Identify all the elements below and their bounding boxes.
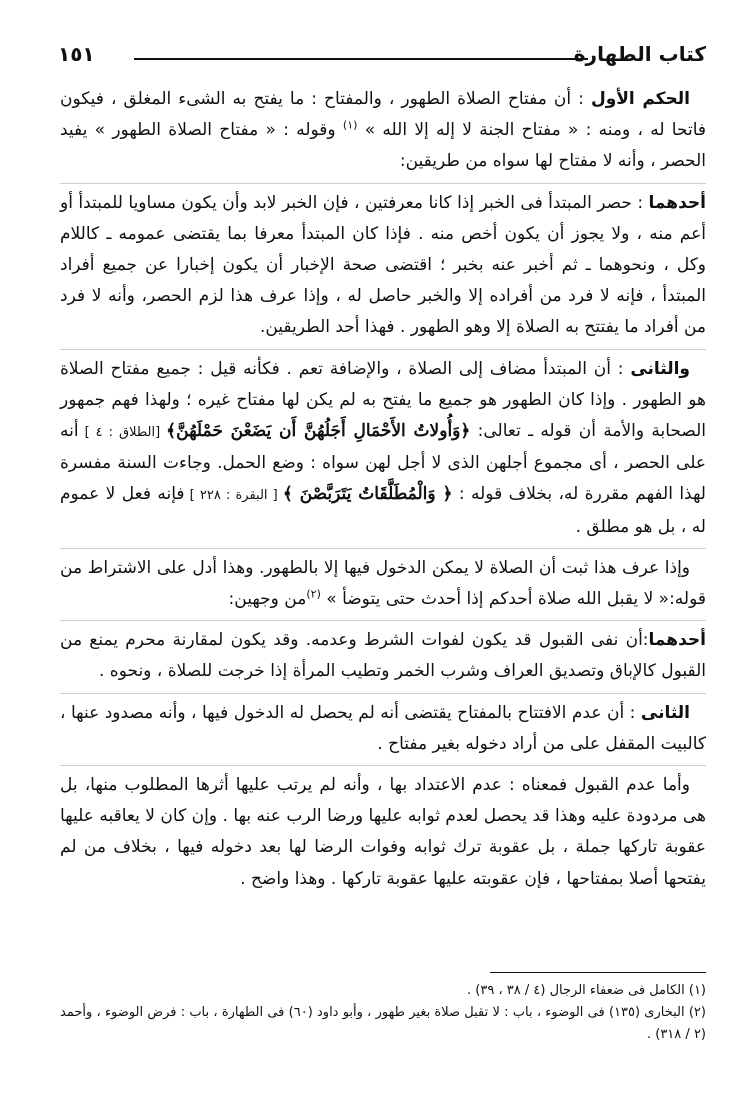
paragraph-lead: أحدهما: [648, 192, 706, 213]
paragraph-lead: الثانى: [640, 702, 690, 723]
quran-verse-talaq: ﴿وَأُولاتُ الأَحْمَالِ أَجَلُهُنَّ أَن يَضَعْنَ حَمْلَهُنَّ﴾: [166, 421, 471, 442]
paragraph-text: من وجهين:: [228, 589, 307, 610]
footnote-ref-1[interactable]: (١): [342, 118, 358, 132]
footnote-rule: [490, 972, 706, 973]
paragraph-text: وأما عدم القبول فمعناه : عدم الاعتداد بها ، وأنه لم يرتب عليها أثرها المطلوب منها، بل هى مردودة عليه وهذا قد يحصل لعدم ثوابه عليها ورضا الرب عنه بها . وإن كان لا يعاقبه عليها عقوبة تاركها جملة ، بل عقوبة ترك ثوابه وفوات الرضا لها بعد دخوله فيها ، بخلاف من لم يفتحها أصلا بمفتاحها ، فإن عقوبته عليها عقوبة تاركها . وهذا واضح .: [60, 775, 706, 889]
footnote-2: (٢) البخارى (١٣٥) فى الوضوء ، باب : لا تقبل صلاة بغير طهور ، وأبو داود (٦٠) فى الطهارة ، باب : فرض الوضوء ، وأحمد (٢ / ٣١٨) .: [60, 1005, 706, 1042]
page-number: ١٥١: [58, 42, 95, 66]
paragraph-divider: [60, 693, 706, 694]
paragraph-text: : أن عدم الافتتاح بالمفتاح يقتضى أنه لم يحصل له الدخول فيها ، وأنه مصدود عنها ، كالبيت المقفل على من أراد دخوله بغير مفتاح .: [60, 702, 706, 754]
running-header: [58, 40, 706, 70]
paragraph-text: : أن مفتاح الصلاة الطهور ، والمفتاح : ما يفتح به الشىء المغلق ، فيكون فاتحا له ، ومنه : « مفتاح الجنة لا إله إلا الله »: [60, 89, 706, 141]
main-text: [60, 84, 706, 895]
paragraph-non-acceptance: [60, 770, 706, 895]
paragraph-text: : أن المبتدأ مضاف إلى الصلاة ، والإضافة تعم . فكأنه قيل : جميع مفتاح الصلاة هو الطهور . وإذا كان الطهور هو جميع ما يفتح به لم يكن لها مفتاح غيره ؛ ولهذا فهم جمهور الصحابة والأمة أن قوله ـ تعالى:: [60, 358, 707, 442]
paragraph-divider: [60, 548, 706, 549]
verse-citation: [الطلاق : ٤ ]: [78, 425, 167, 441]
paragraph-first-aspect: [60, 625, 706, 687]
paragraph-divider: [60, 349, 706, 350]
paragraph-second-aspect: [60, 698, 706, 760]
paragraph-lead: الحكم الأول: [590, 89, 690, 109]
quran-verse-baqara: ﴿ وَالْمُطَلَّقَاتُ يَتَرَبَّصْنَ ﴾: [282, 484, 453, 505]
paragraph-text: فإنه فعل لا عموم له ، بل هو مطلق .: [60, 484, 706, 537]
header-rule: [134, 58, 588, 60]
paragraph-divider: [60, 620, 706, 621]
paragraph-text: وقوله : « مفتاح الصلاة الطهور » يفيد الحصر ، وأنه لا مفتاح لها سواه من طريقين:: [60, 120, 706, 172]
paragraph-first-way: [60, 188, 706, 344]
paragraph-text: :أن نفى القبول قد يكون لفوات الشرط وعدمه. وقد يكون لمقارنة محرم يمنع من القبول كالإباق وتصديق العراف وشرب الخمر وتطيب المرأة إذا خرجت للصلاة ، ونحوه .: [60, 630, 706, 682]
paragraph-lead: أحدهما: [648, 630, 706, 651]
paragraph-conclusion: [60, 553, 706, 615]
verse-citation: [ البقرة : ٢٢٨ ]: [184, 488, 283, 504]
paragraph-text: : حصر المبتدأ فى الخبر إذا كانا معرفتين ، فإن الخبر لابد وأن يكون مساويا للمبتدأ أو أعم منه ، ولا يجوز أن يكون أخص منه . فإذا كان المبتدأ معرفا بما يقتضى عمومه ـ كاللام وكل ، ونحوهما ـ ثم أخبر عنه بخبر ؛ اقتضى صحة الإخبار أن يكون إخبارا عن جميع أفراد المبتدأ ، فإنه لا فرد من أفراده إلا والخبر حاصل له ، وإذا عرف هذا لزم الحصر، وأنه لا فرد من أفراد ما يفتتح به الصلاة إلا وهو الطهور . فهذا أحد الطريقين.: [60, 192, 706, 338]
chapter-title: كتاب الطهارة: [573, 42, 706, 66]
footnote-ref-2[interactable]: (٢): [306, 587, 321, 601]
footnote-1: (١) الكامل فى ضعفاء الرجال (٤ / ٣٨ ، ٣٩) .: [467, 983, 706, 998]
paragraph-first-ruling: [60, 84, 706, 178]
paragraph-text: أنه على الحصر ، أى مجموع أجلهن الذى لا أجل لهن سواه : وضع الحمل. وجاءت السنة مفسرة لهذا الفهم مقررة له، بخلاف قوله :: [60, 421, 706, 505]
footnotes: [60, 980, 706, 1046]
paragraph-divider: [60, 765, 706, 766]
paragraph-lead: والثانى: [630, 358, 690, 379]
paragraph-divider: [60, 183, 706, 184]
paragraph-second-way: [60, 354, 706, 543]
paragraph-text: وإذا عرف هذا ثبت أن الصلاة لا يمكن الدخول فيها إلا بالطهور. وهذا أدل على الاشتراط من قوله:« لا يقبل الله صلاة أحدكم إذا أحدث حتى يتوضأ »: [60, 557, 706, 610]
